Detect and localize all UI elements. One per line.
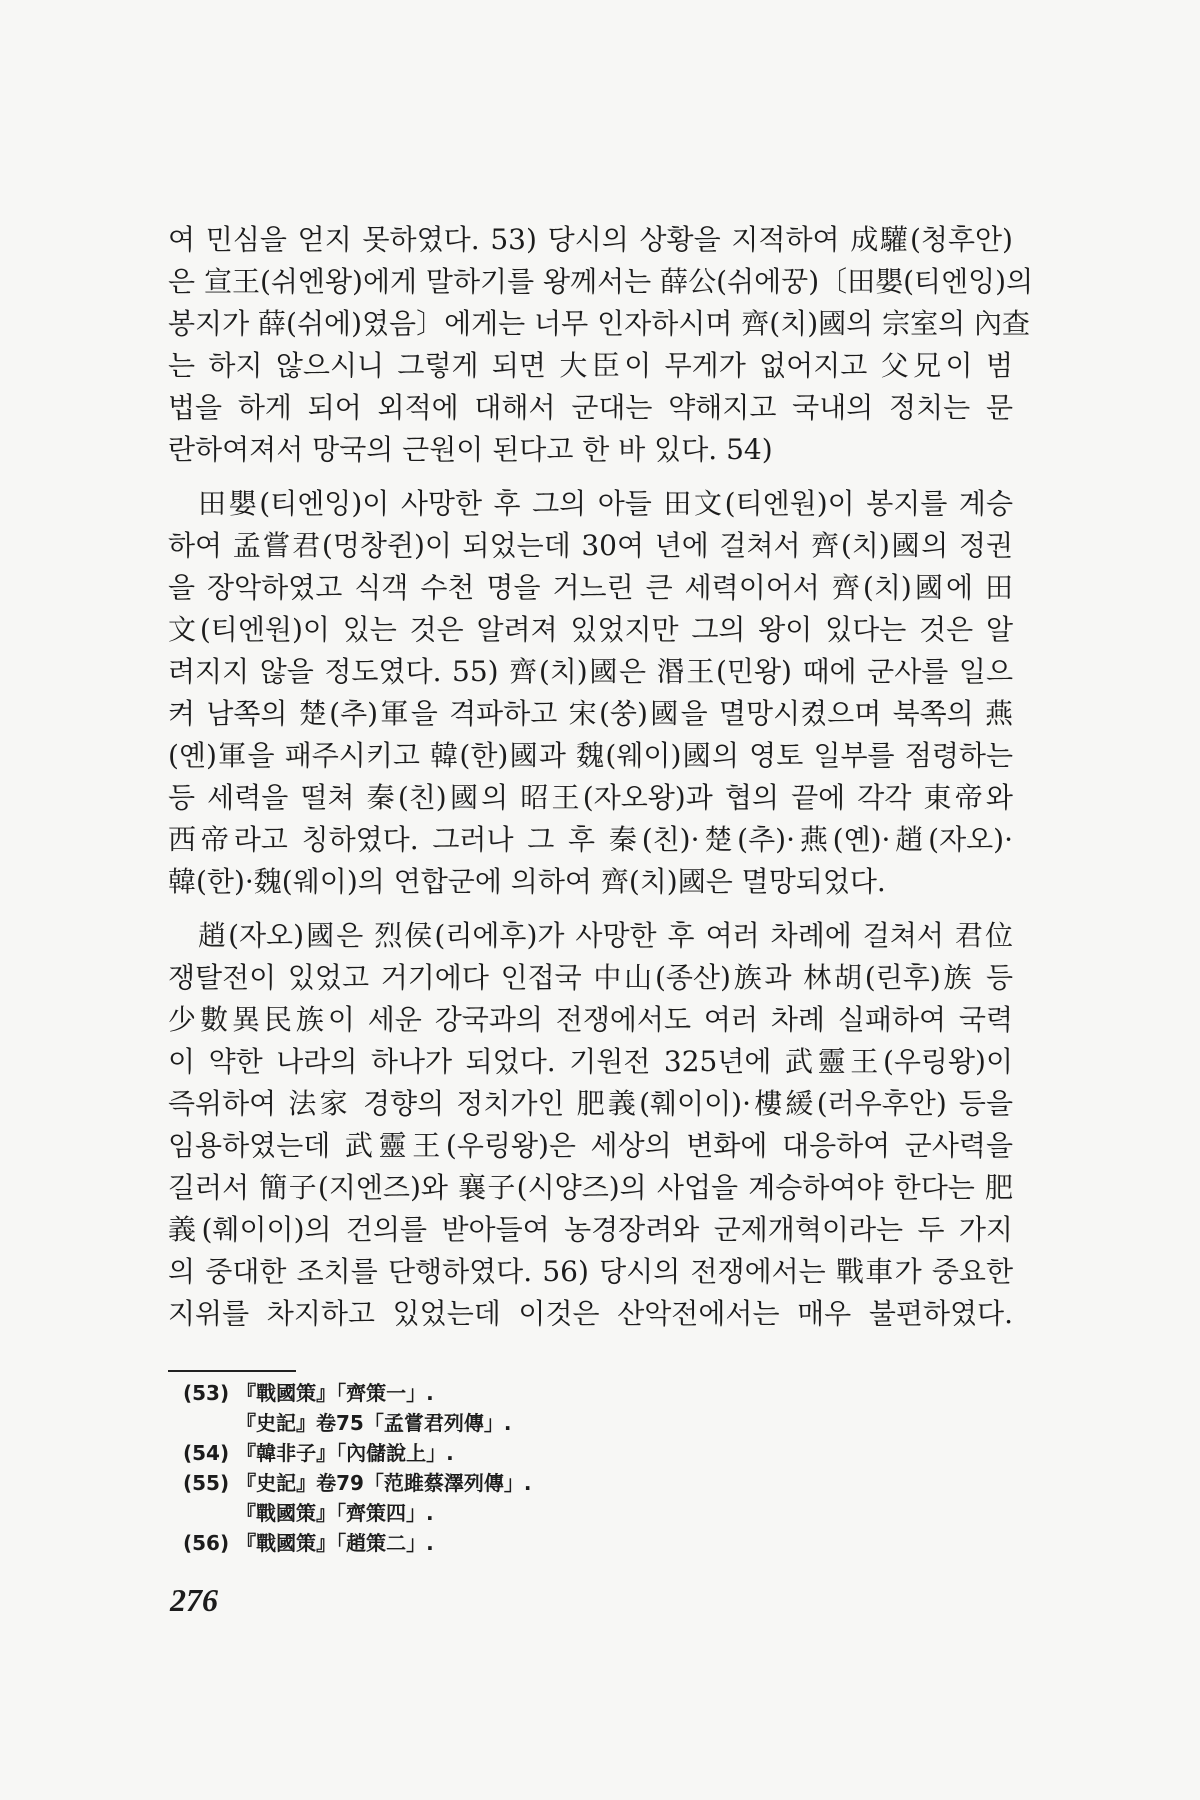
body-line: 田嬰(티엔잉)이 사망한 후 그의 아들 田文(티엔원)이 봉지를 계승: [198, 487, 1013, 520]
body-line: 란하여져서 망국의 근원이 된다고 한 바 있다. 54): [168, 433, 773, 466]
body-line: 少數異民族이 세운 강국과의 전쟁에서도 여러 차례 실패하여 국력: [168, 1003, 1013, 1036]
body-line: 는 하지 않으시니 그렇게 되면 大臣이 무게가 없어지고 父兄이 범: [168, 349, 1013, 382]
footnote: 『戰國策』「齊策四」.: [236, 1501, 434, 1525]
footnote-divider: [168, 1370, 296, 1372]
body-line: 文(티엔원)이 있는 것은 알려져 있었지만 그의 왕이 있다는 것은 알: [168, 613, 1013, 646]
body-line: 이 약한 나라의 하나가 되었다. 기원전 325년에 武靈王(우링왕)이: [168, 1045, 1013, 1078]
body-line: 길러서 簡子(지엔즈)와 襄子(시양즈)의 사업을 계승하여야 한다는 肥: [168, 1171, 1013, 1204]
footnote: (55) 『史記』卷79「范雎蔡澤列傳」.: [183, 1471, 532, 1495]
body-line: 지위를 차지하고 있었는데 이것은 산악전에서는 매우 불편하였다.: [168, 1297, 1013, 1330]
body-line: 義(훼이이)의 건의를 받아들여 농경장려와 군제개혁이라는 두 가지: [168, 1213, 1013, 1246]
footnote: (53) 『戰國策』「齊策一」.: [183, 1381, 434, 1405]
body-line: 려지지 않을 정도였다. 55) 齊(치)國은 湣王(민왕) 때에 군사를 일으: [168, 655, 1013, 688]
body-line: 봉지가 薛(쉬에)였음〕에게는 너무 인자하시며 齊(치)國의 宗室의 內查: [168, 307, 1031, 340]
body-line: 은 宣王(쉬엔왕)에게 말하기를 왕께서는 薛公(쉬에꿍)〔田嬰(티엔잉)의: [168, 265, 1034, 298]
footnote: (56) 『戰國策』「趙策二」.: [183, 1531, 434, 1555]
body-line: 즉위하여 法家 경향의 정치가인 肥義(훼이이)·樓緩(러우후안) 등을: [168, 1087, 1013, 1120]
footnote: 『史記』卷75「孟嘗君列傳」.: [236, 1411, 512, 1435]
body-line: 법을 하게 되어 외적에 대해서 군대는 약해지고 국내의 정치는 문: [168, 391, 1013, 424]
body-line: 을 장악하였고 식객 수천 명을 거느린 큰 세력이어서 齊(치)國에 田: [168, 571, 1013, 604]
body-line: 임용하였는데 武靈王(우링왕)은 세상의 변화에 대응하여 군사력을: [168, 1129, 1013, 1162]
body-line: 여 민심을 얻지 못하였다. 53) 당시의 상황을 지적하여 成驩(청후안): [168, 223, 1013, 256]
body-line: 趙(자오)國은 烈侯(리에후)가 사망한 후 여러 차례에 걸쳐서 君位: [198, 919, 1013, 952]
body-line: 등 세력을 떨쳐 秦(친)國의 昭王(자오왕)과 협의 끝에 각각 東帝와: [168, 781, 1013, 814]
body-line: 쟁탈전이 있었고 거기에다 인접국 中山(종산)族과 林胡(린후)族 등: [168, 961, 1013, 994]
body-line: 西帝라고 칭하였다. 그러나 그 후 秦(친)·楚(추)·燕(옌)·趙(자오)·: [168, 823, 1013, 856]
body-line: 켜 남쪽의 楚(추)軍을 격파하고 宋(쑹)國을 멸망시켰으며 북쪽의 燕: [168, 697, 1013, 730]
footnote: (54) 『韓非子』「內儲說上」.: [183, 1441, 454, 1465]
page-number: 276: [170, 1582, 218, 1618]
body-line: 하여 孟嘗君(멍창쥔)이 되었는데 30여 년에 걸쳐서 齊(치)國의 정권: [168, 529, 1013, 562]
body-line: (옌)軍을 패주시키고 韓(한)國과 魏(웨이)國의 영토 일부를 점령하는: [168, 739, 1013, 772]
body-line: 韓(한)·魏(웨이)의 연합군에 의하여 齊(치)國은 멸망되었다.: [168, 865, 886, 898]
body-line: 의 중대한 조치를 단행하였다. 56) 당시의 전쟁에서는 戰車가 중요한: [168, 1255, 1013, 1288]
